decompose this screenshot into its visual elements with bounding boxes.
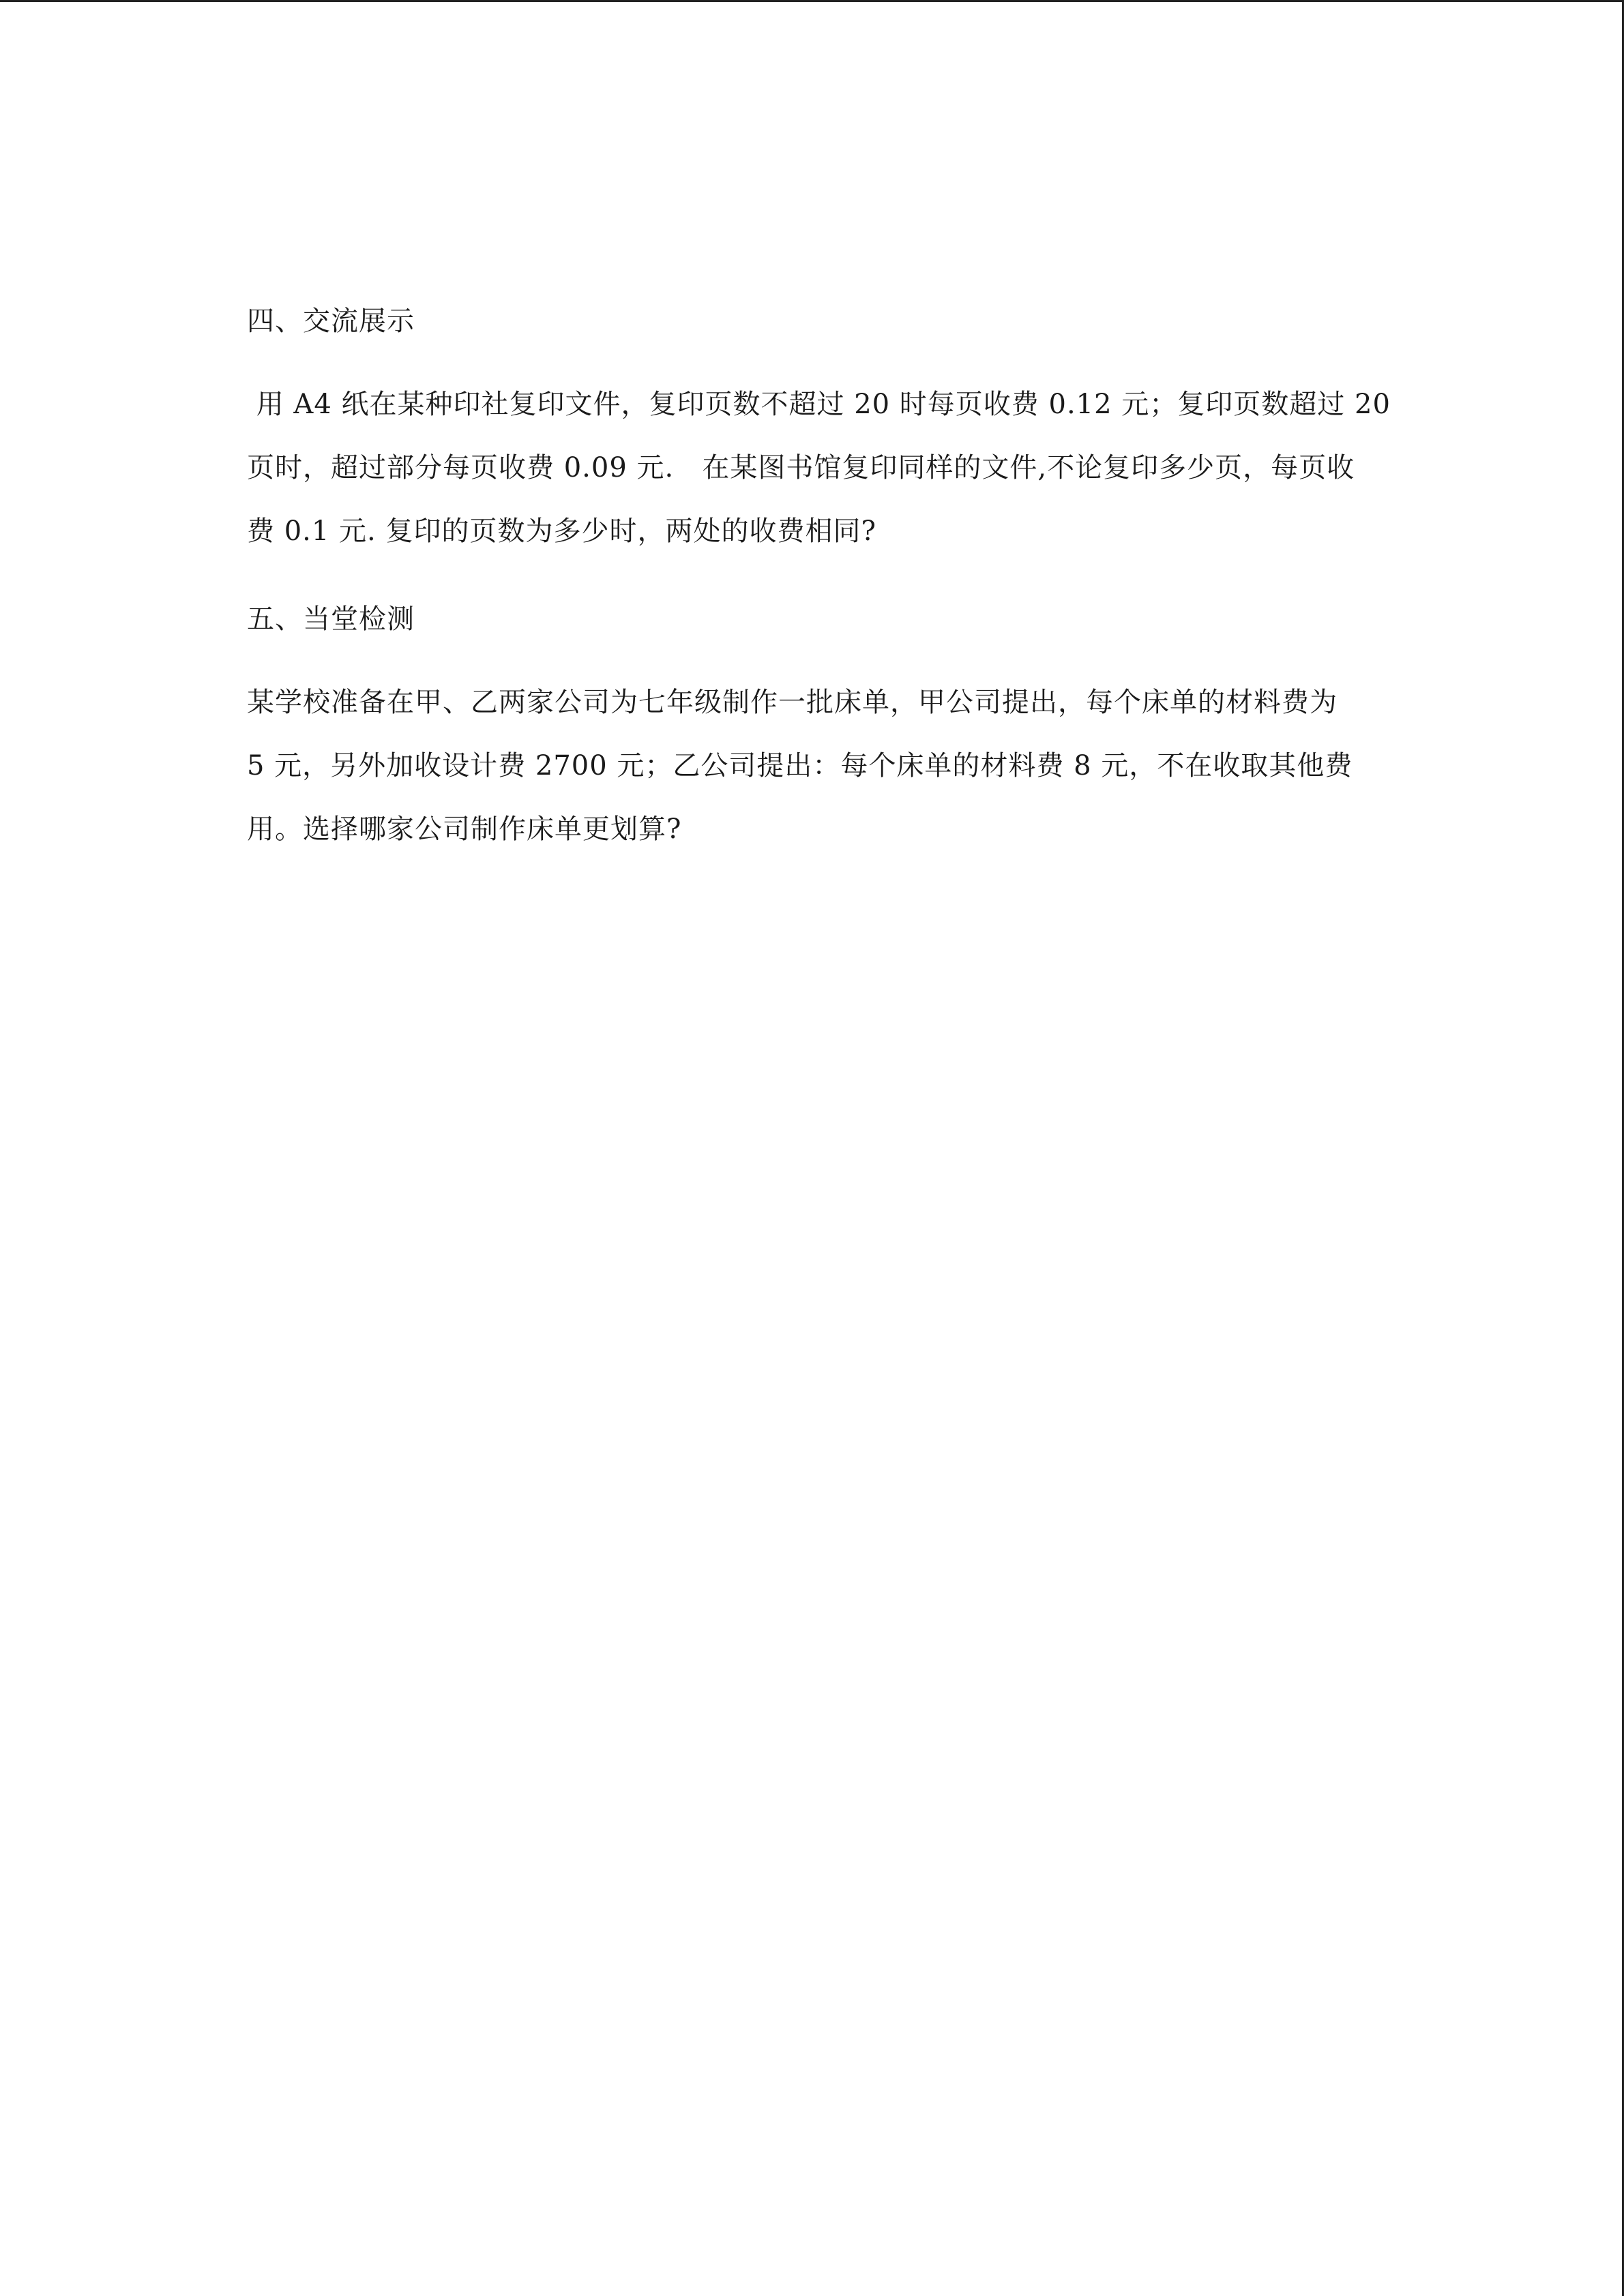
problem-line: 费 0.1 元. 复印的页数为多少时，两处的收费相同? <box>247 516 876 547</box>
problem-line: 某学校准备在甲、乙两家公司为七年级制作一批床单，甲公司提出，每个床单的材料费为 <box>247 687 1338 718</box>
problem-bedsheet-companies <box>247 671 1393 861</box>
document-content <box>247 295 1393 861</box>
problem-line: 页时，超过部分每页收费 0.09 元. 在某图书馆复印同样的文件,不论复印多少页，每页收 <box>247 452 1355 483</box>
section-heading-exchange: 四、交流展示 <box>247 305 415 337</box>
problem-copying-fees <box>247 373 1393 563</box>
section-heading-classroom-test: 五、当堂检测 <box>247 603 415 635</box>
problem-line: 用 A4 纸在某种印社复印文件，复印页数不超过 20 时每页收费 0.12 元；复印页数超过 20 <box>247 389 1391 420</box>
problem-line: 用。选择哪家公司制作床单更划算? <box>247 814 682 845</box>
problem-line: 5 元，另外加收设计费 2700 元；乙公司提出：每个床单的材料费 8 元，不在收取其他费 <box>247 750 1353 781</box>
